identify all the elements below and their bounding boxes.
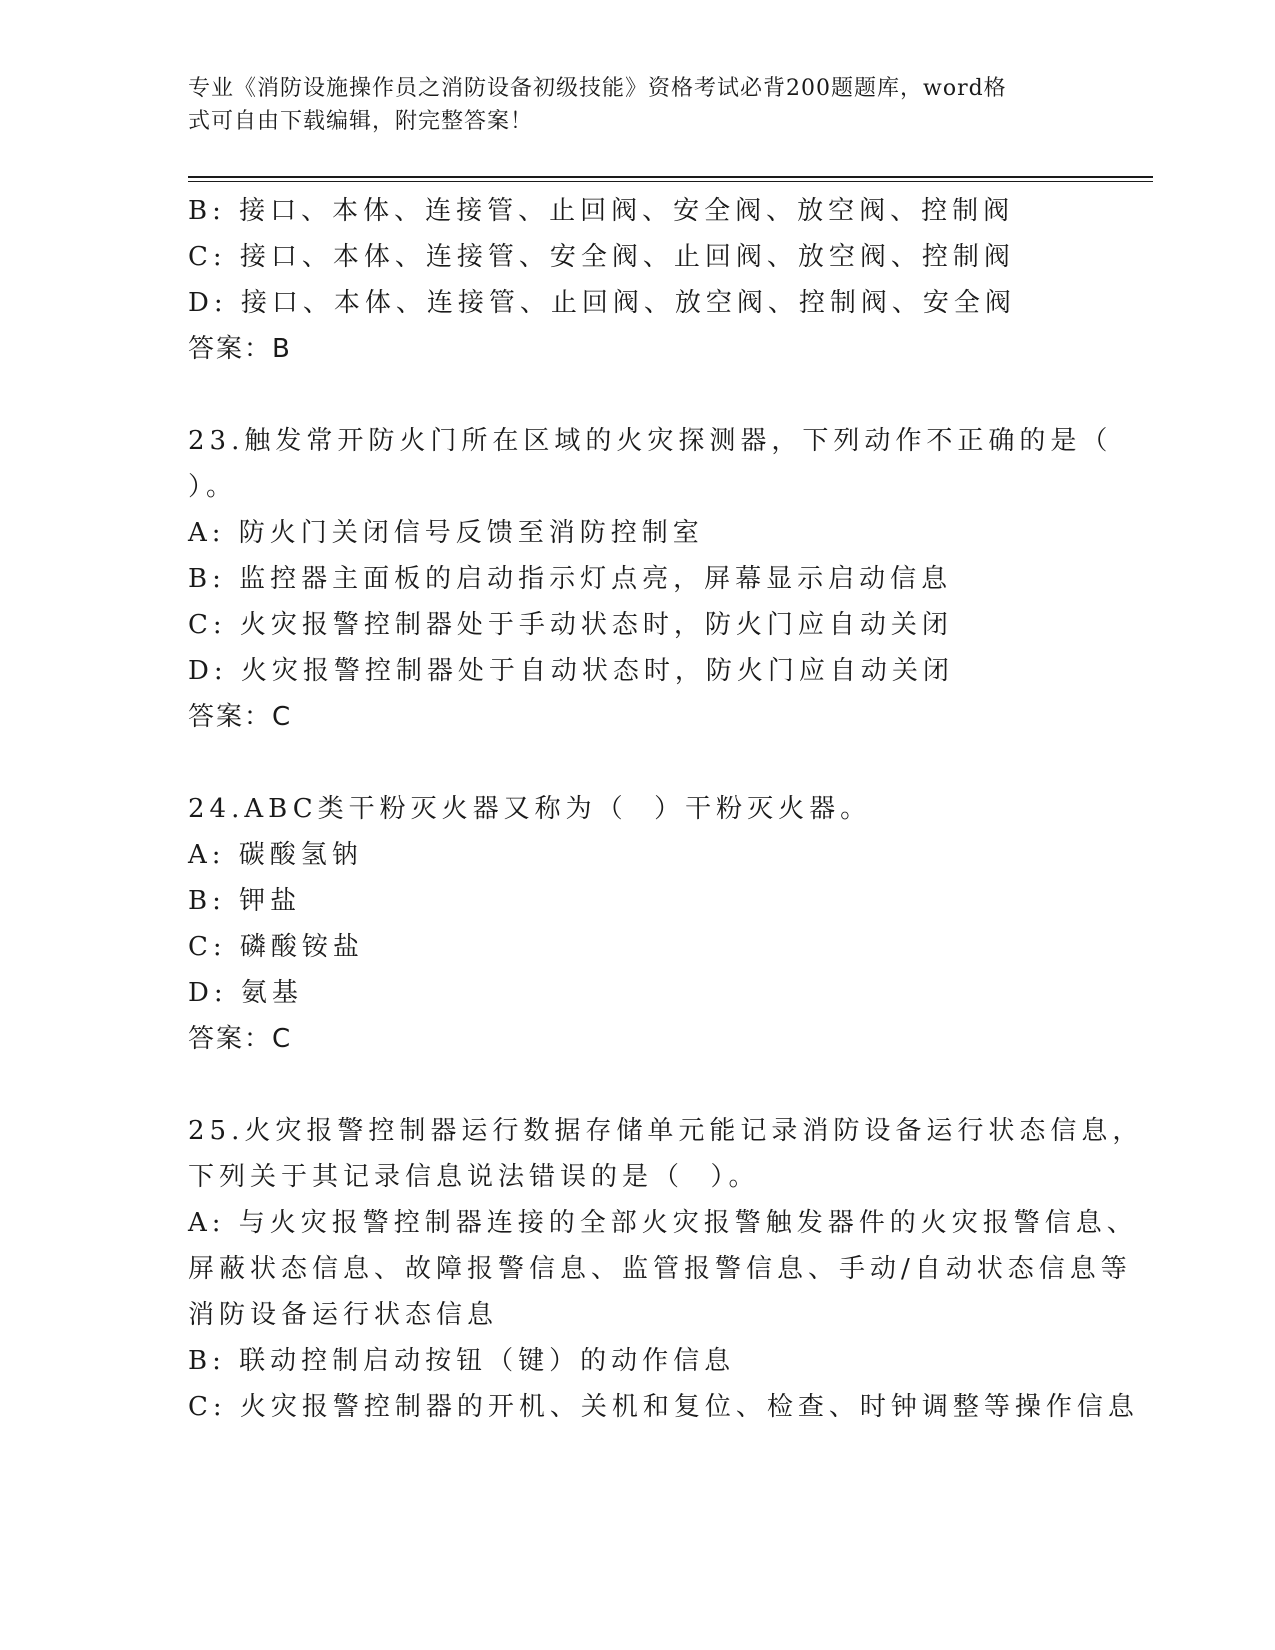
option-c: C: 火灾报警控制器处于手动状态时，防火门应自动关闭 xyxy=(188,610,953,640)
option-a: A: 防火门关闭信号反馈至消防控制室 xyxy=(188,518,704,548)
option-c: C: 接口、本体、连接管、安全阀、止回阀、放空阀、控制阀 xyxy=(188,242,1015,272)
option-d: D: 火灾报警控制器处于自动状态时，防火门应自动关闭 xyxy=(188,656,954,686)
option-c: C: 火灾报警控制器的开机、关机和复位、检查、时钟调整等操作信息 xyxy=(188,1392,1139,1422)
answer: 答案：C xyxy=(188,1024,293,1054)
header-divider-thick xyxy=(188,176,1153,178)
option-a-line: 屏蔽状态信息、故障报警信息、监管报警信息、手动/自动状态信息等 xyxy=(188,1254,1132,1284)
question-text-line: 25.火灾报警控制器运行数据存储单元能记录消防设备运行状态信息， xyxy=(188,1116,1144,1146)
option-a: A: 碳酸氢钠 xyxy=(188,840,363,870)
option-a-line: A: 与火灾报警控制器连接的全部火灾报警触发器件的火灾报警信息、 xyxy=(188,1208,1138,1238)
header-line-2: 式可自由下载编辑，附完整答案！ xyxy=(188,109,534,134)
option-b: B: 监控器主面板的启动指示灯点亮，屏幕显示启动信息 xyxy=(188,564,953,594)
question-text-line: 24.ABC类干粉灭火器又称为（ ）干粉灭火器。 xyxy=(188,794,872,824)
question-24 xyxy=(188,786,1088,1062)
question-25 xyxy=(188,1108,1144,1430)
spacer xyxy=(188,740,1088,786)
question-text-line: 23.触发常开防火门所在区域的火灾探测器，下列动作不正确的是（ xyxy=(188,426,1113,456)
option-b: B: 钾盐 xyxy=(188,886,302,916)
header-line-1: 专业《消防设施操作员之消防设备初级技能》资格考试必背200题题库，word格 xyxy=(188,76,1007,101)
option-d: D: 氨基 xyxy=(188,978,303,1008)
header-divider-thin xyxy=(188,181,1153,182)
answer: 答案：B xyxy=(188,334,292,364)
option-b: B: 联动控制启动按钮（键）的动作信息 xyxy=(188,1346,736,1376)
option-a-line: 消防设备运行状态信息 xyxy=(188,1300,499,1330)
option-c: C: 磷酸铵盐 xyxy=(188,932,364,962)
question-text-line: 下列关于其记录信息说法错误的是（ ）。 xyxy=(188,1162,760,1192)
spacer xyxy=(188,372,1088,418)
option-d: D: 接口、本体、连接管、止回阀、放空阀、控制阀、安全阀 xyxy=(188,288,1016,318)
question-22 xyxy=(188,188,1088,372)
answer: 答案：C xyxy=(188,702,293,732)
option-b: B: 接口、本体、连接管、止回阀、安全阀、放空阀、控制阀 xyxy=(188,196,1015,226)
question-content xyxy=(188,188,1144,1430)
document-header xyxy=(188,72,1088,138)
question-23 xyxy=(188,418,1113,740)
question-text-line: ）。 xyxy=(188,472,238,502)
spacer xyxy=(188,1062,1088,1108)
